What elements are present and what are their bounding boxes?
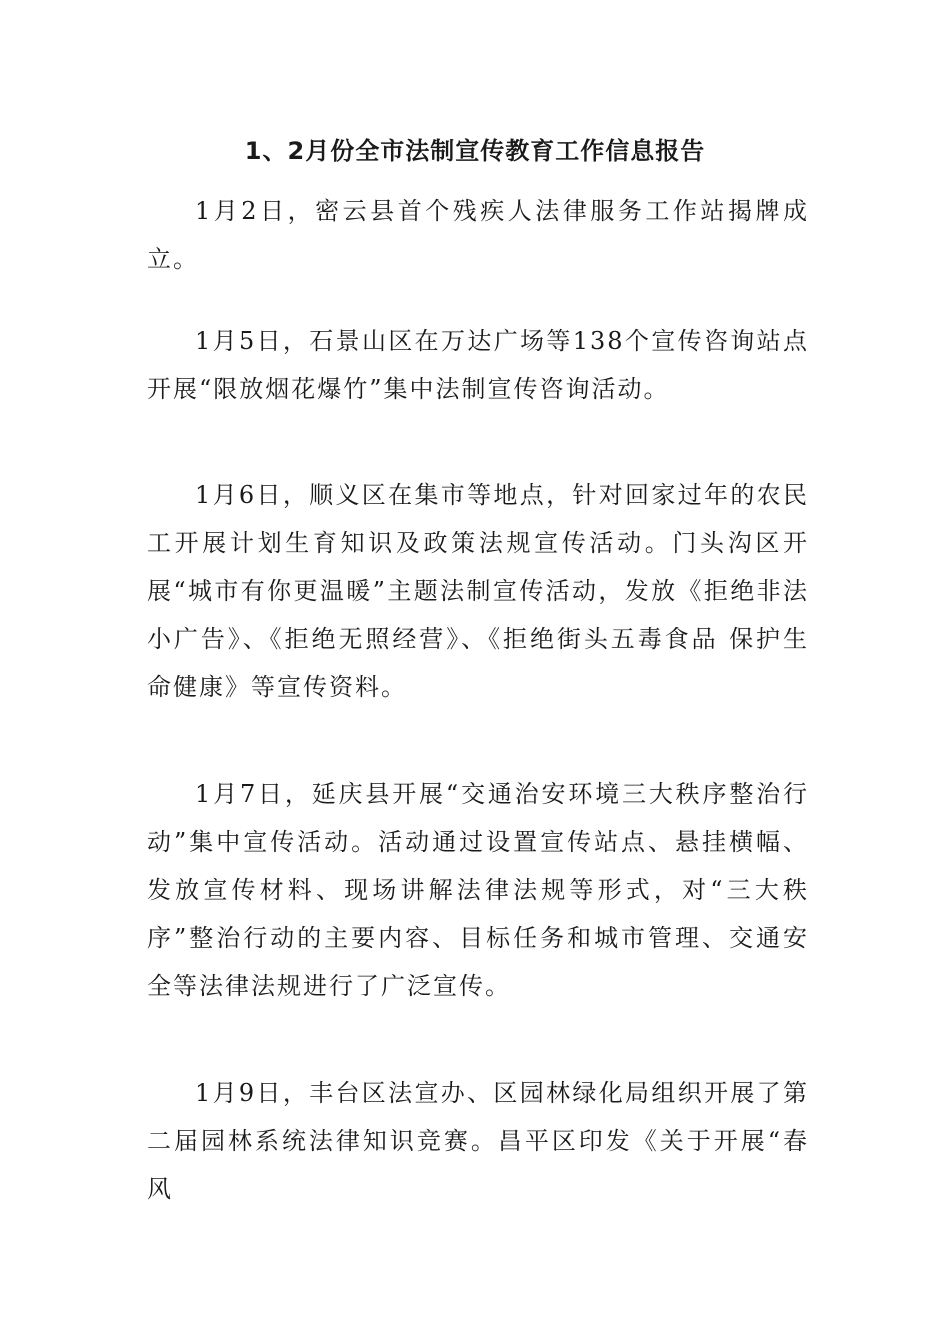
paragraph-jan-5: 1月5日，石景山区在万达广场等138个宣传咨询站点开展“限放烟花爆竹”集中法制宣传咨询活动。 [147,327,809,403]
paragraph-jan-9: 1月9日，丰台区法宣办、区园林绿化局组织开展了第二届园林系统法律知识竞赛。昌平区印发《关于开展“春风 [147,1079,809,1203]
paragraph-jan-6: 1月6日，顺义区在集市等地点，针对回家过年的农民工开展计划生育知识及政策法规宣传活动。门头沟区开展“城市有你更温暖”主题法制宣传活动，发放《拒绝非法小广告》、《拒绝无照经营》、《拒绝街头五毒食品 保护生命健康》等宣传资料。 [147,481,809,701]
paragraph-jan-7: 1月7日，延庆县开展“交通治安环境三大秩序整治行动”集中宣传活动。活动通过设置宣传站点、悬挂横幅、发放宣传材料、现场讲解法律法规等形式，对“三大秩序”整治行动的主要内容、目标任务和城市管理、交通安全等法律法规进行了广泛宣传。 [147,780,809,1000]
paragraph-jan-2: 1月2日，密云县首个残疾人法律服务工作站揭牌成立。 [147,197,809,273]
document-title: 1、2月份全市法制宣传教育工作信息报告 [244,137,706,165]
